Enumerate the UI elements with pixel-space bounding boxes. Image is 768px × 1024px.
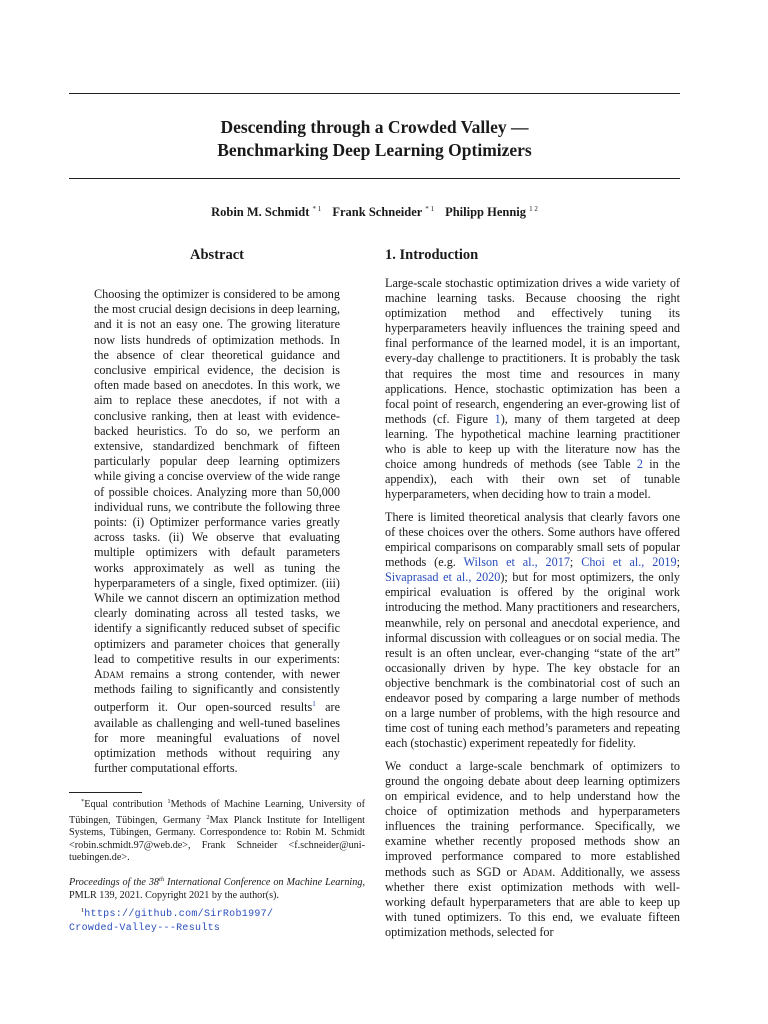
intro-paragraph-1: Large-scale stochastic optimization drives a wide variety of machine learning tasks. Because choosing the right optimization method and effectively tuning its hyperparameters heavily influences the training speed and final performance of the learned model, it is an important, every-day challenge to practitioners. It is probably the task that requires the most time and resources in many applications. Hence, stochastic optimization has been a focal point of research, engendering an ever-growing list of methods (cf. Figure 1), many of them targeted at deep learning. The hypothetical machine learning practitioner who is able to keep up with the literature now has the choice among hundreds of methods (see Table 2 in the appendix), each with their own set of tunable hyperparameters, when deciding how to train a model. bbox=[385, 276, 680, 502]
code-url-note: $^1$https://github.com/SirRob1997/ Crowded-Valley---Results bbox=[69, 907, 274, 934]
abstract-text: Choosing the optimizer is considered to be among the most crucial design decisions in deep learning, and it is not an easy one. The growing literature now lists hundreds of optimization methods. In the absence of clear theoretical guidance and conclusive empirical evidence, the decision is often made based on anecdotes. In this work, we aim to replace these anecdotes, if not with a conclusive ranking, then at least with evidence-backed heuristics. To do so, we perform an extensive, standardized benchmark of fifteen particularly popular deep learning optimizers while giving a concise overview of the wide range of possible choices. Analyzing more than 50,000 individual runs, we contribute the following three points: (i) Optimizer performance varies greatly across tasks. (ii) We observe that evaluating multiple optimizers with default parameters works approximately as well as tuning the hyperparameters of a single, fixed optimizer. (iii) While we cannot discern an optimization method clearly dominating across all tested tasks, we identify a significantly reduced subset of specific optimizers and parameter choices that generally lead to competitive results in our experiments: Adam remains a strong contender, with newer methods failing to significantly and consistently outperform it. Our open-sourced results$^1$ are available as challenging and well-tuned baselines for more meaningful evaluations of novel optimization methods without requiring any further computational efforts. bbox=[94, 287, 340, 776]
intro-paragraph-3: We conduct a large-scale benchmark of optimizers to ground the ongoing debate about deep learning optimizers on empirical evidence, and to help understand how the choice of optimization methods and hyperparameters influences the training performance. Specifically, we examine whether recently proposed methods show an improved performance compared to more established methods such as SGD or Adam. Additionally, we assess whether there exist optimization methods with well-working default hyperparameters that are able to keep up with tuned optimizers. To this end, we evaluate fifteen optimization methods, selected for bbox=[385, 758, 680, 939]
citation-choi[interactable]: Choi et al., 2019 bbox=[581, 555, 677, 570]
introduction-heading: 1. Introduction bbox=[385, 247, 479, 263]
title-line-2: Benchmarking Deep Learning Optimizers bbox=[217, 140, 532, 160]
author-list bbox=[69, 205, 680, 220]
abstract-heading: Abstract bbox=[190, 247, 244, 263]
footnote-ref-1[interactable]: 1 bbox=[312, 700, 316, 709]
citation-wilson[interactable]: Wilson et al., 2017 bbox=[463, 555, 570, 570]
author-1: Robin M. Schmidt $^{* 1}$ bbox=[211, 205, 322, 219]
github-url-line-2[interactable]: Crowded-Valley---Results bbox=[69, 922, 221, 934]
table-2-link[interactable]: 2 bbox=[636, 457, 643, 472]
author-3: Philipp Hennig $^{1 2}$ bbox=[445, 205, 538, 219]
citation-sivaprasad[interactable]: Sivaprasad et al., 2020 bbox=[385, 570, 501, 585]
footnote-rule bbox=[69, 792, 142, 793]
affiliation-note: *Equal contribution $^1$Methods of Machine Learning, University of Tübingen, Tübingen, Germany $^2$Max Planck Institute for Intelligent Systems, Tübingen, Germany. Correspondence to: Robin M. Schmidt <robin.schmidt.97@web.de>, Frank Schneider <f.schneider@uni-tuebingen.de>. bbox=[69, 798, 365, 864]
intro-paragraph-2: There is limited theoretical analysis that clearly favors one of these choices over the others. Some authors have offered empirical comparisons on comparably small sets of popular methods (e.g. Wilson et al., 2017; Choi et al., 2019; Sivaprasad et al., 2020); but for most optimizers, the only empirical evaluation is offered by the original work introducing the method. Many practitioners and researchers, meanwhile, rely on personal and anecdotal experience, and informal discussion with colleagues or on social media. The result is an often unclear, ever-changing “state of the art” occasionally driven by hype. The key obstacle for an objective benchmark is the combinatorial cost of such an endeavor posed by comparing a large number of methods on a large number of problems, with the high resource and time cost of tuning each method’s parameters and repeating each (stochastic) experiment repeatedly for fidelity. bbox=[385, 509, 680, 751]
title-bottom-rule bbox=[69, 178, 680, 179]
introduction-text bbox=[385, 276, 680, 948]
footnotes bbox=[69, 796, 365, 935]
top-rule bbox=[69, 93, 680, 94]
proceedings-note: Proceedings of the 38th International Conference on Machine Learning, PMLR 139, 2021. Copyright 2021 by the author(s). bbox=[69, 875, 365, 901]
github-url-line-1[interactable]: https://github.com/SirRob1997/ bbox=[84, 909, 274, 921]
paper-title bbox=[69, 116, 680, 162]
figure-1-link[interactable]: 1 bbox=[494, 411, 501, 426]
author-2: Frank Schneider $^{* 1}$ bbox=[332, 205, 434, 219]
title-line-1: Descending through a Crowded Valley — bbox=[220, 117, 529, 137]
